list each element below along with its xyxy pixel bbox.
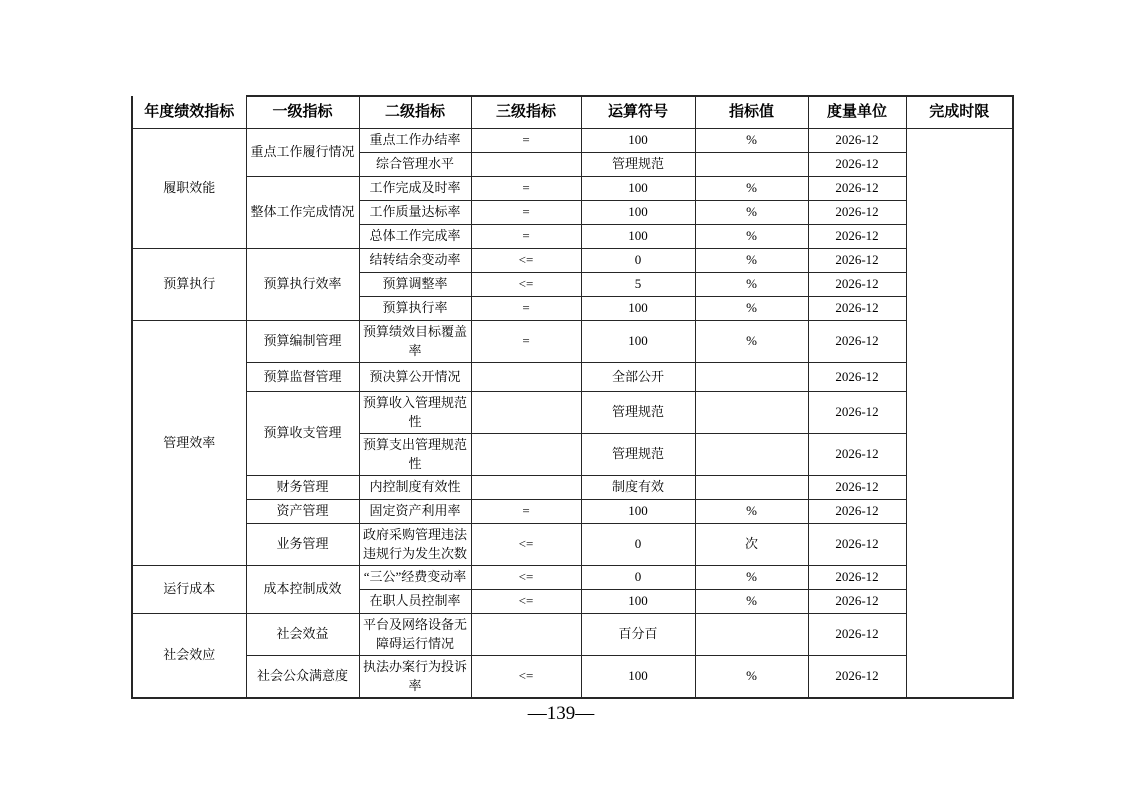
table-cell: 社会效益: [246, 613, 359, 655]
table-cell: 平台及网络设备无障碍运行情况: [359, 613, 471, 655]
table-cell: 2026-12: [808, 523, 906, 565]
table-cell: 2026-12: [808, 224, 906, 248]
table-cell: 100: [581, 200, 695, 224]
table-cell: 0: [581, 565, 695, 589]
table-cell: 100: [581, 320, 695, 362]
table-cell: 2026-12: [808, 655, 906, 698]
table-cell: 2026-12: [808, 200, 906, 224]
table-cell: 整体工作完成情况: [246, 176, 359, 248]
table-cell: [695, 475, 808, 499]
column-header-1: 二级指标: [359, 96, 471, 128]
table-cell: [695, 152, 808, 176]
table-cell: %: [695, 128, 808, 152]
table-cell: 2026-12: [808, 296, 906, 320]
table-cell: 百分百: [581, 613, 695, 655]
table-cell: 预算执行: [132, 248, 246, 320]
table-cell: %: [695, 320, 808, 362]
table-cell: 在职人员控制率: [359, 589, 471, 613]
table-cell: 执法办案行为投诉率: [359, 655, 471, 698]
column-header-6: 完成时限: [906, 96, 1013, 128]
table-cell: [695, 433, 808, 475]
page-number: —139—: [527, 703, 595, 724]
table-cell: 政府采购管理违法违规行为发生次数: [359, 523, 471, 565]
table-cell: =: [471, 320, 581, 362]
table-cell: 预算监督管理: [246, 362, 359, 391]
table-cell: <=: [471, 589, 581, 613]
table-cell: 工作完成及时率: [359, 176, 471, 200]
table-cell: %: [695, 248, 808, 272]
table-cell: 内控制度有效性: [359, 475, 471, 499]
table-cell: 资产管理: [246, 499, 359, 523]
table-cell: 2026-12: [808, 589, 906, 613]
table-cell: 履职效能: [132, 128, 246, 248]
table-cell: [471, 362, 581, 391]
table-cell: 财务管理: [246, 475, 359, 499]
table-row: [132, 391, 1013, 433]
table-cell: [471, 613, 581, 655]
table-row: [132, 613, 1013, 655]
table-cell: 重点工作履行情况: [246, 128, 359, 176]
table-cell: <=: [471, 248, 581, 272]
table-cell: 2026-12: [808, 128, 906, 152]
table-cell: 2026-12: [808, 391, 906, 433]
table-row: [132, 523, 1013, 565]
table-cell: <=: [471, 523, 581, 565]
column-header-0: 一级指标: [246, 96, 359, 128]
table-cell: 0: [581, 248, 695, 272]
table-cell: [471, 152, 581, 176]
table-cell: %: [695, 589, 808, 613]
table-cell: 预算收入管理规范性: [359, 391, 471, 433]
table-cell: 预算执行率: [359, 296, 471, 320]
table-cell: 2026-12: [808, 475, 906, 499]
table-cell: 全部公开: [581, 362, 695, 391]
table-cell: 预算编制管理: [246, 320, 359, 362]
table-cell: [695, 362, 808, 391]
table-row: [132, 655, 1013, 698]
table-cell: 管理规范: [581, 433, 695, 475]
table-cell: [471, 391, 581, 433]
table-cell: 业务管理: [246, 523, 359, 565]
table-cell: =: [471, 176, 581, 200]
table-cell: 0: [581, 523, 695, 565]
table-cell: 100: [581, 224, 695, 248]
table-cell: %: [695, 176, 808, 200]
table-cell: 预算执行效率: [246, 248, 359, 320]
table-cell: %: [695, 565, 808, 589]
table-cell: <=: [471, 272, 581, 296]
table-cell: 固定资产利用率: [359, 499, 471, 523]
table-cell: %: [695, 296, 808, 320]
table-cell: 100: [581, 176, 695, 200]
table-cell: 100: [581, 589, 695, 613]
column-header-3: 运算符号: [581, 96, 695, 128]
table-cell: =: [471, 200, 581, 224]
table-cell: [471, 475, 581, 499]
table-cell: 2026-12: [808, 565, 906, 589]
table-cell: 2026-12: [808, 362, 906, 391]
table-cell: %: [695, 272, 808, 296]
table-cell: =: [471, 224, 581, 248]
table-row: [132, 176, 1013, 200]
table-cell: 100: [581, 296, 695, 320]
table-cell: 工作质量达标率: [359, 200, 471, 224]
table-cell: 总体工作完成率: [359, 224, 471, 248]
table-cell: 预算支出管理规范性: [359, 433, 471, 475]
table-cell: 管理规范: [581, 152, 695, 176]
table-cell: %: [695, 200, 808, 224]
table-cell: =: [471, 499, 581, 523]
table-cell: 预算调整率: [359, 272, 471, 296]
table-cell: =: [471, 128, 581, 152]
table-row: [132, 475, 1013, 499]
table-cell: 2026-12: [808, 152, 906, 176]
table-cell: 综合管理水平: [359, 152, 471, 176]
table-cell: 2026-12: [808, 248, 906, 272]
table-cell: 2026-12: [808, 176, 906, 200]
table-cell: %: [695, 224, 808, 248]
table-cell: 社会效应: [132, 613, 246, 698]
table-cell: 100: [581, 128, 695, 152]
performance-indicators-table: [131, 95, 1014, 699]
table-cell: 100: [581, 499, 695, 523]
table-cell: %: [695, 655, 808, 698]
column-header-5: 度量单位: [808, 96, 906, 128]
group-label-cell: 年度绩效指标: [132, 96, 246, 128]
column-header-2: 三级指标: [471, 96, 581, 128]
table-cell: 预算绩效目标覆盖率: [359, 320, 471, 362]
table-cell: 5: [581, 272, 695, 296]
table-cell: 成本控制成效: [246, 565, 359, 613]
table-row: [132, 499, 1013, 523]
table-row: [132, 248, 1013, 272]
table-cell: 重点工作办结率: [359, 128, 471, 152]
table-cell: =: [471, 296, 581, 320]
table-cell: [695, 613, 808, 655]
table-cell: 社会公众满意度: [246, 655, 359, 698]
table-cell: 管理效率: [132, 320, 246, 565]
table-row: [132, 565, 1013, 589]
table-cell: [695, 391, 808, 433]
table-cell: 预决算公开情况: [359, 362, 471, 391]
table-cell: 2026-12: [808, 320, 906, 362]
table-cell: 2026-12: [808, 272, 906, 296]
table-row: [132, 362, 1013, 391]
table-cell: 2026-12: [808, 499, 906, 523]
table-cell: %: [695, 499, 808, 523]
table-cell: [471, 433, 581, 475]
table-cell: 次: [695, 523, 808, 565]
table-cell: 2026-12: [808, 613, 906, 655]
table-cell: 2026-12: [808, 433, 906, 475]
table-cell: 结转结余变动率: [359, 248, 471, 272]
column-header-4: 指标值: [695, 96, 808, 128]
table-cell: 预算收支管理: [246, 391, 359, 475]
table-cell: 运行成本: [132, 565, 246, 613]
table-cell: <=: [471, 565, 581, 589]
table-row: [132, 128, 1013, 152]
table-cell: <=: [471, 655, 581, 698]
table-cell: 管理规范: [581, 391, 695, 433]
table-cell: 制度有效: [581, 475, 695, 499]
table-row: [132, 320, 1013, 362]
table-cell: 100: [581, 655, 695, 698]
table-cell: “三公”经费变动率: [359, 565, 471, 589]
header-row: [132, 96, 1013, 128]
